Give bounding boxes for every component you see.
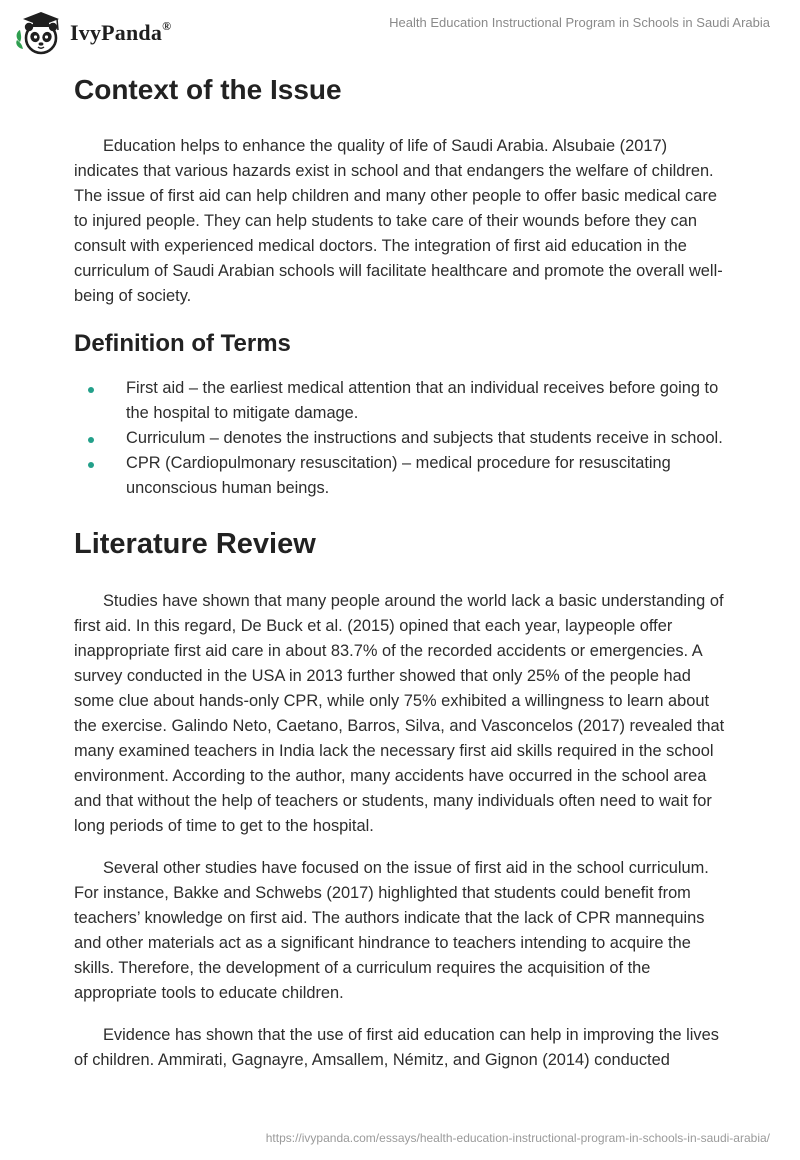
article-content — [74, 70, 734, 1073]
list-item: First aid – the earliest medical attention that an individual receives before going to the hospital to mitigate damage. — [74, 376, 734, 426]
ivypanda-logo[interactable] — [14, 8, 171, 58]
source-url[interactable]: https://ivypanda.com/essays/health-education-instructional-program-in-schools-in-saudi-arabia/ — [265, 1131, 770, 1145]
list-item: CPR (Cardiopulmonary resuscitation) – medical procedure for resuscitating unconscious human beings. — [74, 451, 734, 501]
section-heading-literature: Literature Review — [74, 528, 316, 560]
context-paragraph: Education helps to enhance the quality of life of Saudi Arabia. Alsubaie (2017) indicates that various hazards exist in school and that endangers the welfare of children. The issue of first aid can help children and many other people to offer basic medical care to injured people. They can help students to take care of their wounds before they can consult with experienced medical doctors. The integration of first aid education in the curriculum of Saudi Arabian schools will facilitate healthcare and promote the overall well-being of society. — [74, 137, 723, 305]
document-title: Health Education Instructional Program in Schools in Saudi Arabia — [389, 15, 770, 30]
brand-name: IvyPanda® — [70, 18, 172, 45]
bullet-icon — [88, 462, 94, 468]
literature-paragraph: Studies have shown that many people around the world lack a basic understanding of first aid. In this regard, De Buck et al. (2015) opined that each year, laypeople offer inappropriate first aid care in about 83.7% of the recorded accidents or emergencies. A survey conducted in the USA in 2013 further showed that only 25% of the people had some clue about hands-only CPR, while only 75% exhibited a willingness to learn about the exercise. Galindo Neto, Caetano, Barros, Silva, and Vasconcelos (2017) revealed that many examined teachers in India lack the necessary first aid skills required in the school environment. According to the author, many accidents have occurred in the school area and that without the help of teachers or students, many individuals often need to wait for long periods of time to get to the hospital. — [74, 592, 725, 835]
literature-paragraph: Several other studies have focused on the issue of first aid in the school curriculum. For instance, Bakke and Schwebs (2017) highlighted that students could benefit from teachers’ knowledge on first aid. The authors indicate that the lack of CPR mannequins and other materials act as a significant hindrance to teachers intending to acquire the skills. Therefore, the development of a curriculum requires the acquisition of the appropriate tools to educate children. — [74, 859, 709, 1002]
definitions-list — [74, 376, 734, 501]
list-item: Curriculum – denotes the instructions and subjects that students receive in school. — [74, 426, 734, 451]
bullet-icon — [88, 387, 94, 393]
literature-paragraph: Evidence has shown that the use of first aid education can help in improving the lives of children. Ammirati, Gagnayre, Amsallem, Némitz, and Gignon (2014) conducted — [74, 1026, 719, 1069]
bullet-icon — [88, 437, 94, 443]
section-heading-context: Context of the Issue — [74, 74, 342, 105]
page-header — [0, 0, 800, 66]
section-heading-definitions: Definition of Terms — [74, 330, 291, 357]
panda-graduate-icon — [14, 8, 66, 58]
